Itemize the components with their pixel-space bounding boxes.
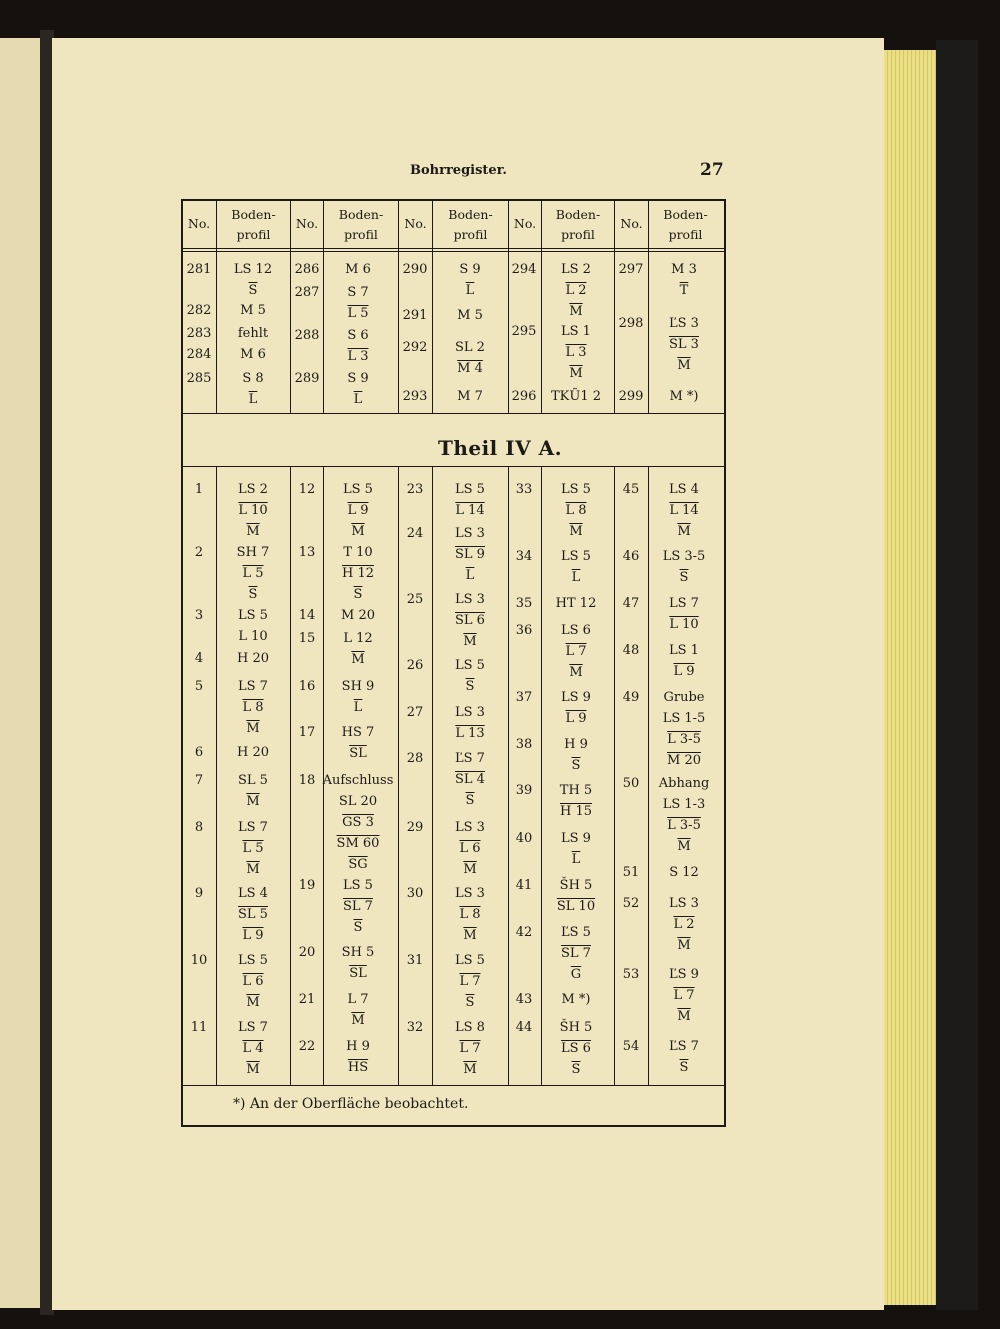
soil-profile-entry: LS 1-5 — [662, 711, 706, 726]
soil-profile-entry: $\overline{SL}$ — [349, 746, 367, 761]
soil-profile-entry: LS 7 — [238, 679, 268, 694]
soil-profile-entry: $\overline{G}$ — [570, 967, 582, 982]
row-number: 49 — [622, 690, 640, 705]
soil-profile-entry: $\overline{L}$ — [571, 570, 581, 585]
soil-profile-entry: H 15 — [559, 804, 592, 819]
soil-profile-entry: $\overline{M}$ — [246, 995, 260, 1010]
soil-profile-entry: $\overline{M}$ — [463, 634, 477, 649]
soil-profile-entry: H 20 — [236, 651, 269, 666]
soil-profile-entry: $\overline{M}$ — [463, 1062, 477, 1077]
soil-profile-entry: LS 3 — [455, 592, 485, 607]
header-no: No. — [295, 216, 319, 231]
row-number: 4 — [194, 651, 204, 666]
soil-profile-entry: S 6 — [347, 328, 369, 343]
soil-profile-entry: SH 9 — [341, 679, 375, 694]
section-rule — [181, 466, 724, 467]
soil-profile-entry: SL 10 — [556, 899, 596, 914]
row-number: 10 — [190, 953, 208, 968]
soil-profile-entry: LS 12 — [233, 262, 273, 277]
soil-profile-entry: L 2 — [565, 283, 587, 298]
soil-profile-entry: LS 4 — [238, 886, 268, 901]
soil-profile-entry: $\overline{M}$ — [569, 524, 583, 539]
soil-profile-entry: SH 5 — [341, 945, 375, 960]
row-number: 40 — [515, 831, 533, 846]
soil-profile-entry: $\overline{S}$ — [465, 793, 475, 808]
row-number: 286 — [294, 262, 320, 277]
row-number: 19 — [298, 878, 316, 893]
column-rule — [398, 467, 399, 1086]
column-rule — [614, 467, 615, 1086]
row-number: 41 — [515, 878, 533, 893]
soil-profile-entry: ĽS 7 — [455, 751, 485, 766]
soil-profile-entry: M *) — [669, 389, 699, 404]
soil-profile-entry: L 3-5 — [667, 818, 701, 833]
soil-profile-entry: LS 6 — [561, 623, 591, 638]
row-number: 32 — [406, 1020, 424, 1035]
soil-profile-entry: $\overline{M}$ — [677, 839, 691, 854]
row-number: 8 — [194, 820, 204, 835]
soil-profile-entry: L 7 — [459, 1041, 481, 1056]
soil-profile-entry: LS 3 — [455, 526, 485, 541]
row-number: 293 — [402, 389, 428, 404]
running-head: Bohrregister. — [410, 163, 507, 178]
soil-profile-entry: ŠH 5 — [559, 878, 593, 893]
soil-profile-entry: L 9 — [565, 711, 587, 726]
header-boden: Boden- — [663, 207, 708, 222]
soil-profile-entry: $\overline{L}$ — [571, 852, 581, 867]
page-number: 27 — [700, 160, 724, 180]
soil-profile-entry: S 7 — [347, 285, 369, 300]
row-number: 299 — [618, 389, 644, 404]
soil-profile-entry: LS 3 — [455, 886, 485, 901]
header-no: No. — [187, 216, 211, 231]
soil-profile-entry: $\overline{S}$ — [353, 920, 363, 935]
soil-profile-entry: ĽS 7 — [669, 1039, 699, 1054]
soil-profile-entry: LS 1 — [669, 643, 699, 658]
column-rule — [508, 467, 509, 1086]
soil-profile-entry: LS 5 — [455, 953, 485, 968]
soil-profile-entry: fehlt — [237, 326, 269, 341]
soil-profile-entry: LS 9 — [561, 690, 591, 705]
soil-profile-entry: M 6 — [240, 347, 266, 362]
soil-profile-entry: M 4 — [457, 361, 483, 376]
soil-profile-entry: LS 7 — [669, 596, 699, 611]
soil-profile-entry: M 20 — [341, 608, 375, 623]
soil-profile-entry: H 9 — [564, 737, 588, 752]
row-number: 51 — [622, 865, 640, 880]
soil-profile-entry: ĽS 9 — [669, 967, 699, 982]
soil-profile-entry: LS 5 — [455, 658, 485, 673]
soil-profile-entry: $\overline{M}$ — [569, 366, 583, 381]
row-number: 38 — [515, 737, 533, 752]
soil-profile-entry: L 13 — [455, 726, 485, 741]
row-number: 33 — [515, 482, 533, 497]
soil-profile-entry: LS 5 — [455, 482, 485, 497]
soil-profile-entry: L 14 — [455, 503, 485, 518]
soil-profile-entry: $\overline{M}$ — [246, 721, 260, 736]
row-number: 31 — [406, 953, 424, 968]
row-number: 2 — [194, 545, 204, 560]
row-number: 37 — [515, 690, 533, 705]
header-no: No. — [404, 216, 427, 231]
row-number: 45 — [622, 482, 640, 497]
soil-profile-entry: LS 4 — [669, 482, 699, 497]
soil-profile-entry: M 5 — [240, 303, 266, 318]
soil-profile-entry: $\overline{S}$ — [248, 587, 258, 602]
soil-profile-entry: L 14 — [669, 503, 699, 518]
row-number: 50 — [622, 776, 640, 791]
soil-profile-entry: M 20 — [667, 753, 701, 768]
book-cover — [936, 40, 978, 1310]
soil-profile-entry: $\overline{M}$ — [246, 1062, 260, 1077]
row-number: 17 — [298, 725, 316, 740]
row-number: 285 — [186, 371, 212, 386]
header-profil: profil — [561, 227, 595, 242]
soil-profile-entry: ĽS 3 — [669, 316, 699, 331]
row-number: 295 — [511, 324, 537, 339]
row-number: 289 — [294, 371, 320, 386]
header-boden: Boden- — [338, 207, 384, 222]
soil-profile-entry: L 9 — [673, 664, 695, 679]
row-number: 47 — [622, 596, 640, 611]
soil-profile-entry: LS 7 — [238, 1020, 268, 1035]
soil-profile-entry: L 8 — [459, 907, 481, 922]
soil-profile-entry: $\overline{M}$ — [677, 524, 691, 539]
row-number: 53 — [622, 967, 640, 982]
soil-profile-entry: LS 1-3 — [662, 797, 706, 812]
row-number: 15 — [298, 631, 316, 646]
row-number: 296 — [511, 389, 537, 404]
soil-profile-entry: SL 4 — [455, 772, 485, 787]
row-number: 52 — [622, 896, 640, 911]
soil-profile-entry: L 10 — [238, 503, 268, 518]
row-number: 290 — [402, 262, 428, 277]
soil-profile-entry: $\overline{T}$ — [679, 283, 689, 298]
soil-profile-entry: Aufschluss — [322, 773, 394, 788]
soil-profile-entry: ŠH 5 — [559, 1020, 593, 1035]
soil-profile-entry: $\overline{S}$ — [465, 995, 475, 1010]
top-section-rule — [181, 413, 724, 414]
soil-profile-entry: L 12 — [343, 631, 373, 646]
soil-profile-entry: LS 1 — [561, 324, 591, 339]
soil-profile-entry: L 3-5 — [667, 732, 701, 747]
row-number: 12 — [298, 482, 316, 497]
soil-profile-entry: L 3 — [347, 349, 369, 364]
soil-profile-entry: LS 5 — [561, 549, 591, 564]
soil-profile-entry: L 2 — [673, 917, 695, 932]
soil-profile-entry: $\overline{S}$ — [465, 679, 475, 694]
soil-profile-entry: ĽS 5 — [561, 925, 591, 940]
soil-profile-entry: L 4 — [242, 1041, 264, 1056]
row-number: 5 — [194, 679, 204, 694]
soil-profile-entry: L 9 — [242, 928, 264, 943]
soil-profile-entry: L 7 — [565, 644, 587, 659]
row-number: 283 — [186, 326, 212, 341]
row-number: 282 — [186, 303, 212, 318]
header-rule-double — [181, 251, 724, 252]
row-number: 46 — [622, 549, 640, 564]
soil-profile-entry: L 8 — [565, 503, 587, 518]
row-number: 28 — [406, 751, 424, 766]
soil-profile-entry: $\overline{S}$ — [679, 570, 689, 585]
soil-profile-entry: LS 3 — [669, 896, 699, 911]
header-no: No. — [620, 216, 643, 231]
soil-profile-entry: $\overline{M}$ — [351, 524, 365, 539]
soil-profile-entry: Abhang — [658, 776, 710, 791]
soil-profile-entry: SL 7 — [561, 946, 591, 961]
soil-profile-entry: LS 5 — [238, 608, 268, 623]
soil-profile-entry: $\overline{M}$ — [569, 304, 583, 319]
soil-profile-entry: $\overline{M}$ — [246, 794, 260, 809]
soil-profile-entry: S 9 — [347, 371, 369, 386]
row-number: 3 — [194, 608, 204, 623]
row-number: 27 — [406, 705, 424, 720]
soil-profile-entry: SL 9 — [455, 547, 485, 562]
soil-profile-entry: TKŨ1 2 — [550, 389, 601, 404]
soil-profile-entry: L 10 — [238, 629, 268, 644]
soil-profile-entry: LS 3 — [455, 820, 485, 835]
row-number: 24 — [406, 526, 424, 541]
row-number: 288 — [294, 328, 320, 343]
soil-profile-entry: $\overline{SG}$ — [348, 857, 368, 872]
soil-profile-entry: LS 2 — [561, 262, 591, 277]
row-number: 18 — [298, 773, 316, 788]
row-number: 1 — [194, 482, 204, 497]
row-number: 13 — [298, 545, 316, 560]
row-number: 36 — [515, 623, 533, 638]
row-number: 287 — [294, 285, 320, 300]
soil-profile-entry: $\overline{M}$ — [677, 358, 691, 373]
header-boden: Boden- — [448, 207, 493, 222]
soil-profile-entry: $\overline{M}$ — [569, 665, 583, 680]
header-profil: profil — [344, 227, 378, 242]
soil-profile-entry: LS 7 — [238, 820, 268, 835]
soil-profile-entry: H 20 — [236, 745, 269, 760]
soil-profile-entry: HS 7 — [341, 725, 375, 740]
soil-profile-entry: SL 2 — [455, 340, 485, 355]
column-rule — [432, 467, 433, 1086]
row-number: 7 — [194, 773, 204, 788]
soil-profile-entry: $\overline{M}$ — [351, 1013, 365, 1028]
header-no: No. — [513, 216, 537, 231]
row-number: 22 — [298, 1039, 316, 1054]
soil-profile-entry: $\overline{L}$ — [248, 392, 258, 407]
soil-profile-entry: L 6 — [242, 974, 264, 989]
soil-profile-entry: L 5 — [347, 306, 369, 321]
footnote: *) An der Oberfläche beobachtet. — [233, 1096, 469, 1112]
soil-profile-entry: L 7 — [347, 992, 369, 1007]
soil-profile-entry: TH 5 — [559, 783, 593, 798]
row-number: 292 — [402, 340, 428, 355]
header-profil: profil — [236, 227, 271, 242]
row-number: 297 — [618, 262, 644, 277]
row-number: 43 — [515, 992, 533, 1007]
soil-profile-entry: S 9 — [459, 262, 481, 277]
soil-profile-entry: $\overline{S}$ — [248, 283, 258, 298]
row-number: 48 — [622, 643, 640, 658]
row-number: 26 — [406, 658, 424, 673]
soil-profile-entry: SL 6 — [455, 613, 485, 628]
soil-profile-entry: T 10 — [343, 545, 373, 560]
row-number: 14 — [298, 608, 316, 623]
soil-profile-entry: $\overline{L}$ — [353, 392, 363, 407]
page-block-edge — [884, 50, 936, 1305]
row-number: 281 — [186, 262, 212, 277]
soil-profile-entry: $\overline{S}$ — [353, 587, 363, 602]
row-number: 29 — [406, 820, 424, 835]
row-number: 34 — [515, 549, 533, 564]
soil-profile-entry: $\overline{M}$ — [677, 938, 691, 953]
soil-profile-entry: S 12 — [669, 865, 699, 880]
row-number: 30 — [406, 886, 424, 901]
soil-profile-entry: $\overline{SL}$ — [349, 966, 367, 981]
footnote-rule — [181, 1085, 724, 1086]
soil-profile-entry: $\overline{L}$ — [465, 568, 475, 583]
soil-profile-entry: SL 5 — [238, 907, 268, 922]
soil-profile-entry: $\overline{S}$ — [571, 1062, 581, 1077]
soil-profile-entry: LS 2 — [238, 482, 268, 497]
soil-profile-entry: $\overline{M}$ — [351, 652, 365, 667]
soil-profile-entry: $\overline{HS}$ — [347, 1060, 369, 1075]
soil-profile-entry: $\overline{M}$ — [677, 1009, 691, 1024]
soil-profile-entry: $\overline{M}$ — [463, 928, 477, 943]
row-number: 23 — [406, 482, 424, 497]
row-number: 39 — [515, 783, 533, 798]
soil-profile-entry: LS 5 — [238, 953, 268, 968]
row-number: 11 — [190, 1020, 208, 1035]
soil-profile-entry: $\overline{L}$ — [353, 700, 363, 715]
soil-profile-entry: M 3 — [671, 262, 697, 277]
header-boden: Boden- — [231, 207, 276, 222]
header-profil: profil — [453, 227, 488, 242]
soil-profile-entry: L 7 — [459, 974, 481, 989]
row-number: 44 — [515, 1020, 533, 1035]
header-profil: profil — [668, 227, 703, 242]
row-number: 54 — [622, 1039, 640, 1054]
soil-profile-entry: LS 5 — [343, 482, 373, 497]
soil-profile-entry: LS 6 — [561, 1041, 591, 1056]
row-number: 16 — [298, 679, 316, 694]
soil-profile-entry: L 9 — [347, 503, 369, 518]
soil-profile-entry: SH 7 — [236, 545, 270, 560]
section-title: Theil IV A. — [437, 436, 563, 460]
soil-profile-entry: $\overline{L}$ — [465, 283, 475, 298]
soil-profile-entry: SL 7 — [343, 899, 373, 914]
soil-profile-entry: S 8 — [242, 371, 264, 386]
soil-profile-entry: SL 5 — [238, 773, 268, 788]
row-number: 21 — [298, 992, 316, 1007]
soil-profile-entry: H 9 — [346, 1039, 370, 1054]
soil-profile-entry: $\overline{M}$ — [246, 524, 260, 539]
soil-profile-entry: SM 60 — [336, 836, 380, 851]
soil-profile-entry: L 6 — [459, 841, 481, 856]
header-boden: Boden- — [555, 207, 601, 222]
soil-profile-entry: L 5 — [242, 566, 264, 581]
soil-profile-entry: L 10 — [669, 617, 699, 632]
soil-profile-entry: SL 3 — [669, 337, 699, 352]
row-number: 25 — [406, 592, 424, 607]
row-number: 284 — [186, 347, 212, 362]
row-number: 6 — [194, 745, 204, 760]
soil-profile-entry: $\overline{S}$ — [571, 758, 581, 773]
column-rule — [290, 467, 291, 1086]
soil-profile-entry: LS 8 — [455, 1020, 485, 1035]
soil-profile-entry: M 7 — [457, 389, 483, 404]
row-number: 9 — [194, 886, 204, 901]
soil-profile-entry: LS 3 — [455, 705, 485, 720]
soil-profile-entry: Grube — [663, 690, 705, 705]
soil-profile-entry: M 6 — [345, 262, 371, 277]
soil-profile-entry: L 3 — [565, 345, 587, 360]
soil-profile-entry: $\overline{S}$ — [679, 1060, 689, 1075]
soil-profile-entry: LS 9 — [561, 831, 591, 846]
soil-profile-entry: LS 3-5 — [662, 549, 706, 564]
row-number: 291 — [402, 308, 428, 323]
soil-profile-entry: LS 5 — [561, 482, 591, 497]
header-rule — [181, 248, 724, 249]
soil-profile-entry: $\overline{M}$ — [463, 862, 477, 877]
row-number: 20 — [298, 945, 316, 960]
soil-profile-entry: LS 5 — [343, 878, 373, 893]
soil-profile-entry: $\overline{M}$ — [246, 862, 260, 877]
row-number: 294 — [511, 262, 537, 277]
soil-profile-entry: L 8 — [242, 700, 264, 715]
soil-profile-entry: L 7 — [673, 988, 695, 1003]
soil-profile-entry: SL 20 — [338, 794, 378, 809]
soil-profile-entry: L 5 — [242, 841, 264, 856]
row-number: 298 — [618, 316, 644, 331]
soil-profile-entry: M *) — [561, 992, 591, 1007]
row-number: 35 — [515, 596, 533, 611]
soil-profile-entry: HT 12 — [555, 596, 597, 611]
soil-profile-entry: GS 3 — [342, 815, 374, 830]
soil-profile-entry: H 12 — [341, 566, 374, 581]
soil-profile-entry: M 5 — [457, 308, 483, 323]
row-number: 42 — [515, 925, 533, 940]
